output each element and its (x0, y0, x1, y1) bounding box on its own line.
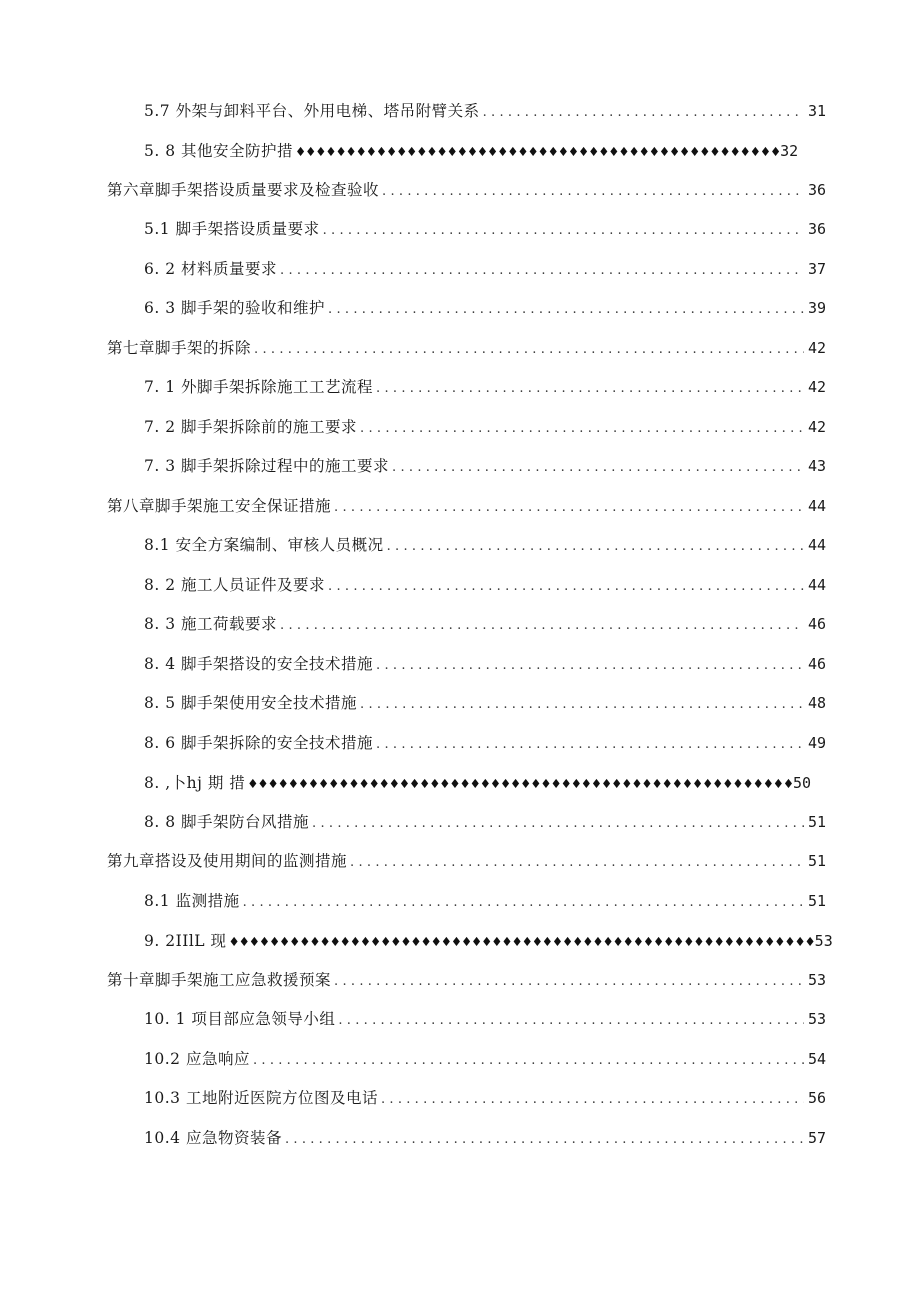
toc-dot-leader (376, 656, 804, 676)
toc-entry-title: 第八章脚手架施工安全保证措施 (107, 496, 332, 515)
toc-page-number: 49 (807, 733, 826, 752)
toc-entry-title: 8.1 安全方案编制、审核人员概况 (144, 536, 384, 555)
toc-entry-line (0, 1128, 826, 1150)
toc-section-entry[interactable] (0, 1001, 920, 1041)
toc-section-entry[interactable] (0, 922, 920, 962)
toc-entry-line (0, 1049, 826, 1071)
toc-section-entry[interactable] (0, 764, 920, 804)
toc-page-number: 53 (814, 931, 833, 950)
toc-entry-line (0, 575, 826, 597)
toc-page-number: 36 (807, 180, 826, 199)
toc-entry-line (0, 535, 826, 557)
toc-entry-line (0, 970, 826, 992)
toc-entry-title: 7. 1 外脚手架拆除施工工艺流程 (144, 378, 374, 397)
toc-page-number: 39 (807, 299, 826, 318)
toc-dot-leader (382, 182, 804, 202)
toc-entry-line (0, 931, 833, 952)
toc-dot-leader (243, 893, 804, 913)
toc-entry-title: 8. 6 脚手架拆除的安全技术措施 (144, 733, 374, 752)
toc-diamond-leader: ♦♦♦♦♦♦♦♦♦♦♦♦♦♦♦♦♦♦♦♦♦♦♦♦♦♦♦♦♦♦♦♦♦♦♦♦♦♦♦♦♦♦♦♦♦♦♦♦♦♦♦♦♦♦ (247, 775, 794, 791)
toc-dot-leader (376, 379, 804, 399)
toc-entry-title: 第六章脚手架搭设质量要求及检查验收 (107, 180, 380, 199)
toc-page-number: 32 (780, 141, 799, 160)
toc-entry-title: 第十章脚手架施工应急救援预案 (107, 970, 332, 989)
toc-entry-title: 10. 1 项目部应急领导小组 (144, 1010, 336, 1029)
toc-page-number: 36 (807, 220, 826, 239)
toc-dot-leader (280, 261, 804, 281)
toc-entry-line (0, 812, 826, 834)
toc-page-number: 42 (807, 338, 826, 357)
toc-dot-leader (253, 1051, 804, 1071)
toc-entry-line (0, 219, 826, 241)
toc-entry-line (0, 377, 826, 399)
toc-page-number: 56 (807, 1089, 826, 1108)
toc-chapter-entry[interactable] (0, 843, 920, 883)
toc-section-entry[interactable] (0, 211, 920, 251)
toc-section-entry[interactable] (0, 566, 920, 606)
toc-section-entry[interactable] (0, 1119, 920, 1159)
toc-page-number: 51 (807, 812, 826, 831)
toc-entry-title: 8. 2 施工人员证件及要求 (144, 575, 326, 594)
toc-page-number: 42 (807, 378, 826, 397)
toc-section-entry[interactable] (0, 803, 920, 843)
toc-page-number: 31 (807, 101, 826, 120)
toc-entry-title: 7. 3 脚手架拆除过程中的施工要求 (144, 457, 390, 476)
toc-dot-leader (350, 853, 804, 873)
toc-dot-leader (483, 103, 804, 123)
toc-section-entry[interactable] (0, 724, 920, 764)
toc-chapter-entry[interactable] (0, 961, 920, 1001)
toc-entry-title: 8. 8 脚手架防台风措施 (144, 812, 310, 831)
toc-dot-leader (280, 616, 804, 636)
toc-dot-leader (376, 735, 804, 755)
toc-entry-line (0, 773, 811, 794)
toc-page-number: 50 (793, 773, 812, 792)
toc-entry-line (0, 614, 826, 636)
toc-section-entry[interactable] (0, 408, 920, 448)
toc-section-entry[interactable] (0, 527, 920, 567)
toc-page-number: 51 (807, 891, 826, 910)
toc-entry-line (0, 851, 826, 873)
toc-section-entry[interactable] (0, 250, 920, 290)
toc-page-number: 53 (807, 970, 826, 989)
toc-entry-line (0, 456, 826, 478)
toc-page-number: 44 (807, 496, 826, 515)
toc-entry-title: 8. 4 脚手架搭设的安全技术措施 (144, 654, 374, 673)
toc-dot-leader (254, 340, 804, 360)
toc-entry-title: 6. 3 脚手架的验收和维护 (144, 299, 326, 318)
toc-entry-line (0, 259, 826, 281)
toc-page-number: 43 (807, 457, 826, 476)
toc-page-number: 46 (807, 615, 826, 634)
toc-entry-title: 5.7 外架与卸料平台、外用电梯、塔吊附臂关系 (144, 101, 480, 120)
toc-page-number: 54 (807, 1049, 826, 1068)
toc-entry-title: 8.1 监测措施 (144, 891, 240, 910)
toc-dot-leader (338, 1011, 804, 1031)
toc-diamond-leader: ♦♦♦♦♦♦♦♦♦♦♦♦♦♦♦♦♦♦♦♦♦♦♦♦♦♦♦♦♦♦♦♦♦♦♦♦♦♦♦♦♦♦♦♦♦♦♦♦♦♦♦♦♦♦♦♦♦♦ (228, 933, 815, 949)
toc-section-entry[interactable] (0, 606, 920, 646)
toc-entry-line (0, 693, 826, 715)
toc-page-number: 48 (807, 694, 826, 713)
toc-entry-title: 8. 5 脚手架使用安全技术措施 (144, 694, 358, 713)
toc-dot-leader (328, 300, 804, 320)
toc-page-number: 53 (807, 1010, 826, 1029)
toc-dot-leader (387, 537, 804, 557)
toc-entry-title: 5.1 脚手架搭设质量要求 (144, 220, 320, 239)
toc-section-entry[interactable] (0, 1080, 920, 1120)
toc-entry-line (0, 298, 826, 320)
toc-section-entry[interactable] (0, 645, 920, 685)
toc-dot-leader (312, 814, 804, 834)
toc-entry-line (0, 417, 826, 439)
toc-entry-title: 5. 8 其他安全防护措 (144, 141, 294, 160)
toc-dot-leader (323, 221, 804, 241)
toc-entry-title: 6. 2 材料质量要求 (144, 259, 278, 278)
toc-dot-leader (360, 419, 804, 439)
toc-entry-title: 第九章搭设及使用期间的监测措施 (107, 852, 348, 871)
toc-entry-title: 8. ,卜hj 期 措 (144, 773, 246, 792)
toc-entry-line (0, 1088, 826, 1110)
toc-entry-line (0, 180, 826, 202)
toc-page-number: 44 (807, 536, 826, 555)
toc-entry-line (0, 141, 798, 162)
toc-dot-leader (334, 972, 804, 992)
toc-page-number: 37 (807, 259, 826, 278)
toc-diamond-leader: ♦♦♦♦♦♦♦♦♦♦♦♦♦♦♦♦♦♦♦♦♦♦♦♦♦♦♦♦♦♦♦♦♦♦♦♦♦♦♦♦♦♦♦♦♦♦♦♦ (295, 143, 781, 159)
toc-section-entry[interactable] (0, 1040, 920, 1080)
toc-entry-title: 10.4 应急物资装备 (144, 1128, 282, 1147)
toc-entry-title: 第七章脚手架的拆除 (107, 338, 252, 357)
toc-chapter-entry[interactable] (0, 171, 920, 211)
toc-entry-line (0, 101, 826, 123)
toc-entry-title: 7. 2 脚手架拆除前的施工要求 (144, 417, 358, 436)
toc-entry-title: 9. 2IIlL 现 (144, 931, 227, 950)
toc-section-entry[interactable] (0, 882, 920, 922)
toc-section-entry[interactable] (0, 448, 920, 488)
toc-entry-line (0, 496, 826, 518)
toc-entry-line (0, 1009, 826, 1031)
toc-dot-leader (285, 1130, 804, 1150)
toc-entry-line (0, 654, 826, 676)
toc-section-entry[interactable] (0, 369, 920, 409)
toc-page-number: 57 (807, 1128, 826, 1147)
toc-page-number: 42 (807, 417, 826, 436)
toc-dot-leader (360, 695, 804, 715)
toc-entry-line (0, 338, 826, 360)
table-of-contents (0, 92, 920, 1159)
toc-section-entry[interactable] (0, 290, 920, 330)
toc-entry-title: 10.3 工地附近医院方位图及电话 (144, 1089, 378, 1108)
toc-page-number: 44 (807, 575, 826, 594)
toc-entry-line (0, 733, 826, 755)
toc-section-entry[interactable] (0, 92, 920, 132)
toc-dot-leader (381, 1090, 804, 1110)
toc-page-number: 46 (807, 654, 826, 673)
toc-entry-title: 8. 3 施工荷载要求 (144, 615, 278, 634)
toc-section-entry[interactable] (0, 132, 920, 172)
toc-chapter-entry[interactable] (0, 329, 920, 369)
toc-page-number: 51 (807, 852, 826, 871)
toc-entry-title: 10.2 应急响应 (144, 1049, 250, 1068)
toc-entry-line (0, 891, 826, 913)
toc-dot-leader (328, 577, 804, 597)
toc-chapter-entry[interactable] (0, 487, 920, 527)
toc-dot-leader (392, 458, 804, 478)
toc-dot-leader (334, 498, 804, 518)
toc-section-entry[interactable] (0, 685, 920, 725)
